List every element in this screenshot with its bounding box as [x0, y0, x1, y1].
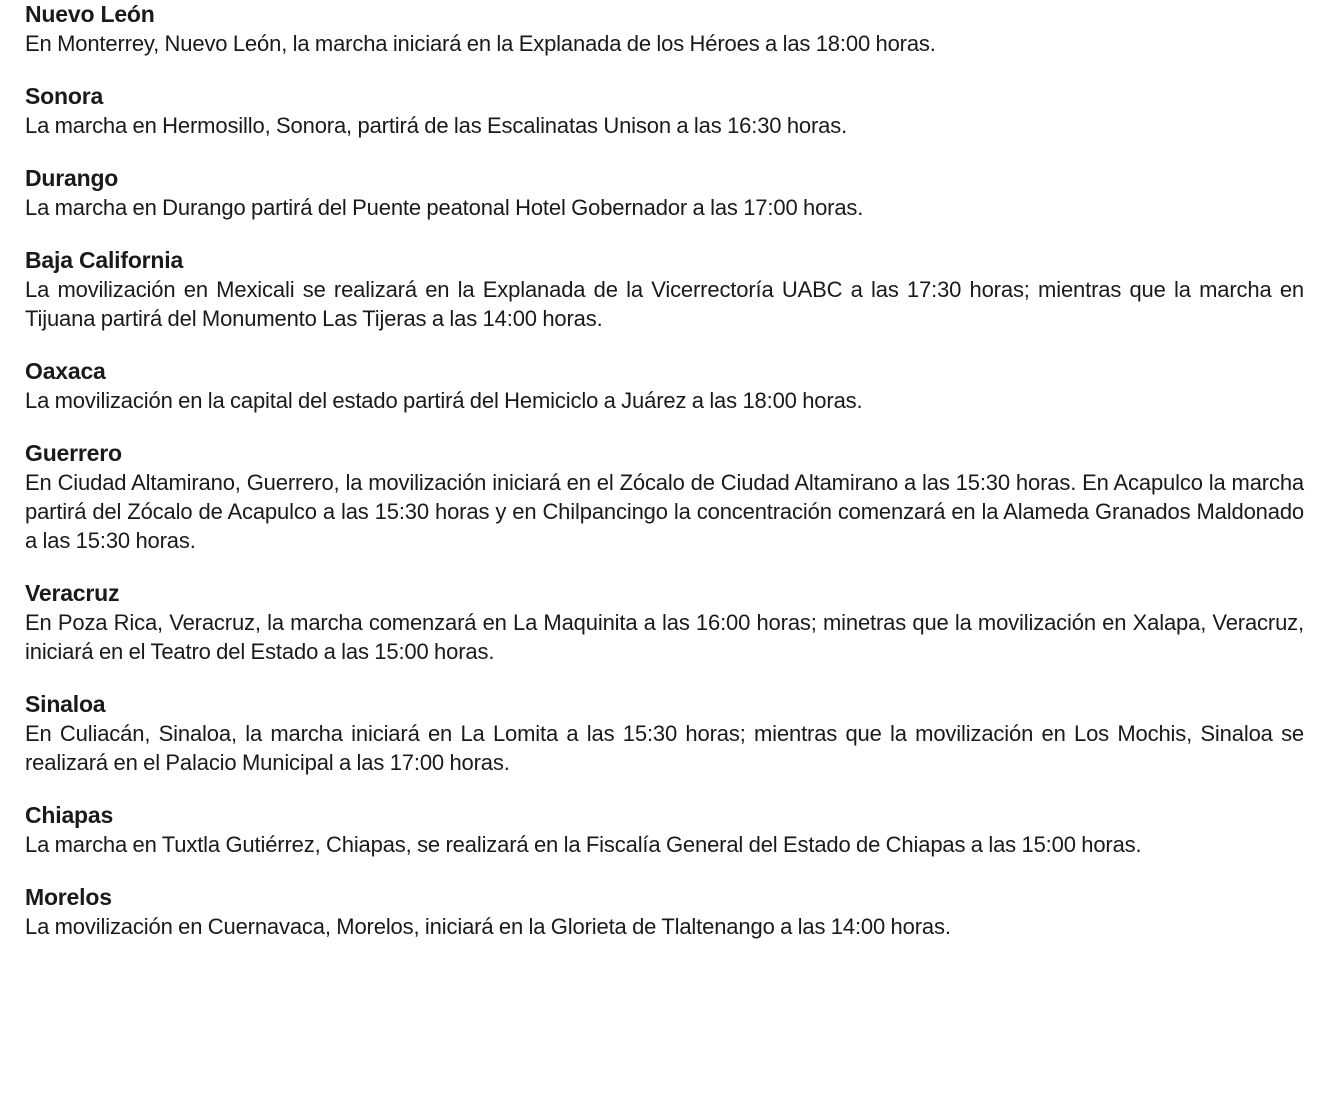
section-chiapas [25, 801, 1304, 859]
section-text: La movilización en Mexicali se realizará en la Explanada de la Vicerrectoría UABC a las 17:30 horas; mientras que la marcha en Tijuana partirá del Monumento Las Tijeras a las 14:00 horas. [25, 277, 1304, 331]
section-text: En Culiacán, Sinaloa, la marcha iniciará en La Lomita a las 15:30 horas; mientras que la movilización en Los Mochis, Sinaloa se realizará en el Palacio Municipal a las 17:00 horas. [25, 721, 1304, 775]
section-sinaloa [25, 690, 1304, 777]
section-heading: Oaxaca [25, 358, 106, 384]
section-text: En Poza Rica, Veracruz, la marcha comenzará en La Maquinita a las 16:00 horas; minetras que la movilización en Xalapa, Veracruz, iniciará en el Teatro del Estado a las 15:00 horas. [25, 610, 1304, 664]
section-oaxaca [25, 357, 1304, 415]
section-text: La marcha en Hermosillo, Sonora, partirá de las Escalinatas Unison a las 16:30 horas. [25, 113, 848, 138]
section-durango [25, 164, 1304, 222]
section-baja-california [25, 246, 1304, 333]
section-morelos [25, 883, 1304, 941]
section-heading: Chiapas [25, 802, 114, 828]
section-text: En Ciudad Altamirano, Guerrero, la movilización iniciará en el Zócalo de Ciudad Altamirano a las 15:30 horas. En Acapulco la marcha partirá del Zócalo de Acapulco a las 15:30 horas y en Chilpancingo la concentración comenzará en la Alameda Granados Maldonado a las 15:30 horas. [25, 470, 1304, 553]
section-heading: Sinaloa [25, 691, 106, 717]
section-text: En Monterrey, Nuevo León, la marcha iniciará en la Explanada de los Héroes a las 18:00 horas. [25, 31, 936, 56]
section-nuevo-leon [25, 0, 1304, 58]
section-heading: Baja California [25, 247, 184, 273]
section-heading: Sonora [25, 83, 104, 109]
section-heading: Durango [25, 165, 119, 191]
section-heading: Morelos [25, 884, 112, 910]
section-sonora [25, 82, 1304, 140]
section-heading: Veracruz [25, 580, 120, 606]
section-text: La movilización en la capital del estado partirá del Hemiciclo a Juárez a las 18:00 horas. [25, 388, 863, 413]
section-text: La movilización en Cuernavaca, Morelos, iniciará en la Glorieta de Tlaltenango a las 14:00 horas. [25, 914, 951, 939]
section-veracruz [25, 579, 1304, 666]
section-heading: Nuevo León [25, 1, 155, 27]
section-heading: Guerrero [25, 440, 122, 466]
section-guerrero [25, 439, 1304, 555]
section-text: La marcha en Tuxtla Gutiérrez, Chiapas, se realizará en la Fiscalía General del Estado de Chiapas a las 15:00 horas. [25, 832, 1142, 857]
section-text: La marcha en Durango partirá del Puente peatonal Hotel Gobernador a las 17:00 horas. [25, 195, 864, 220]
document-body [25, 0, 1304, 965]
